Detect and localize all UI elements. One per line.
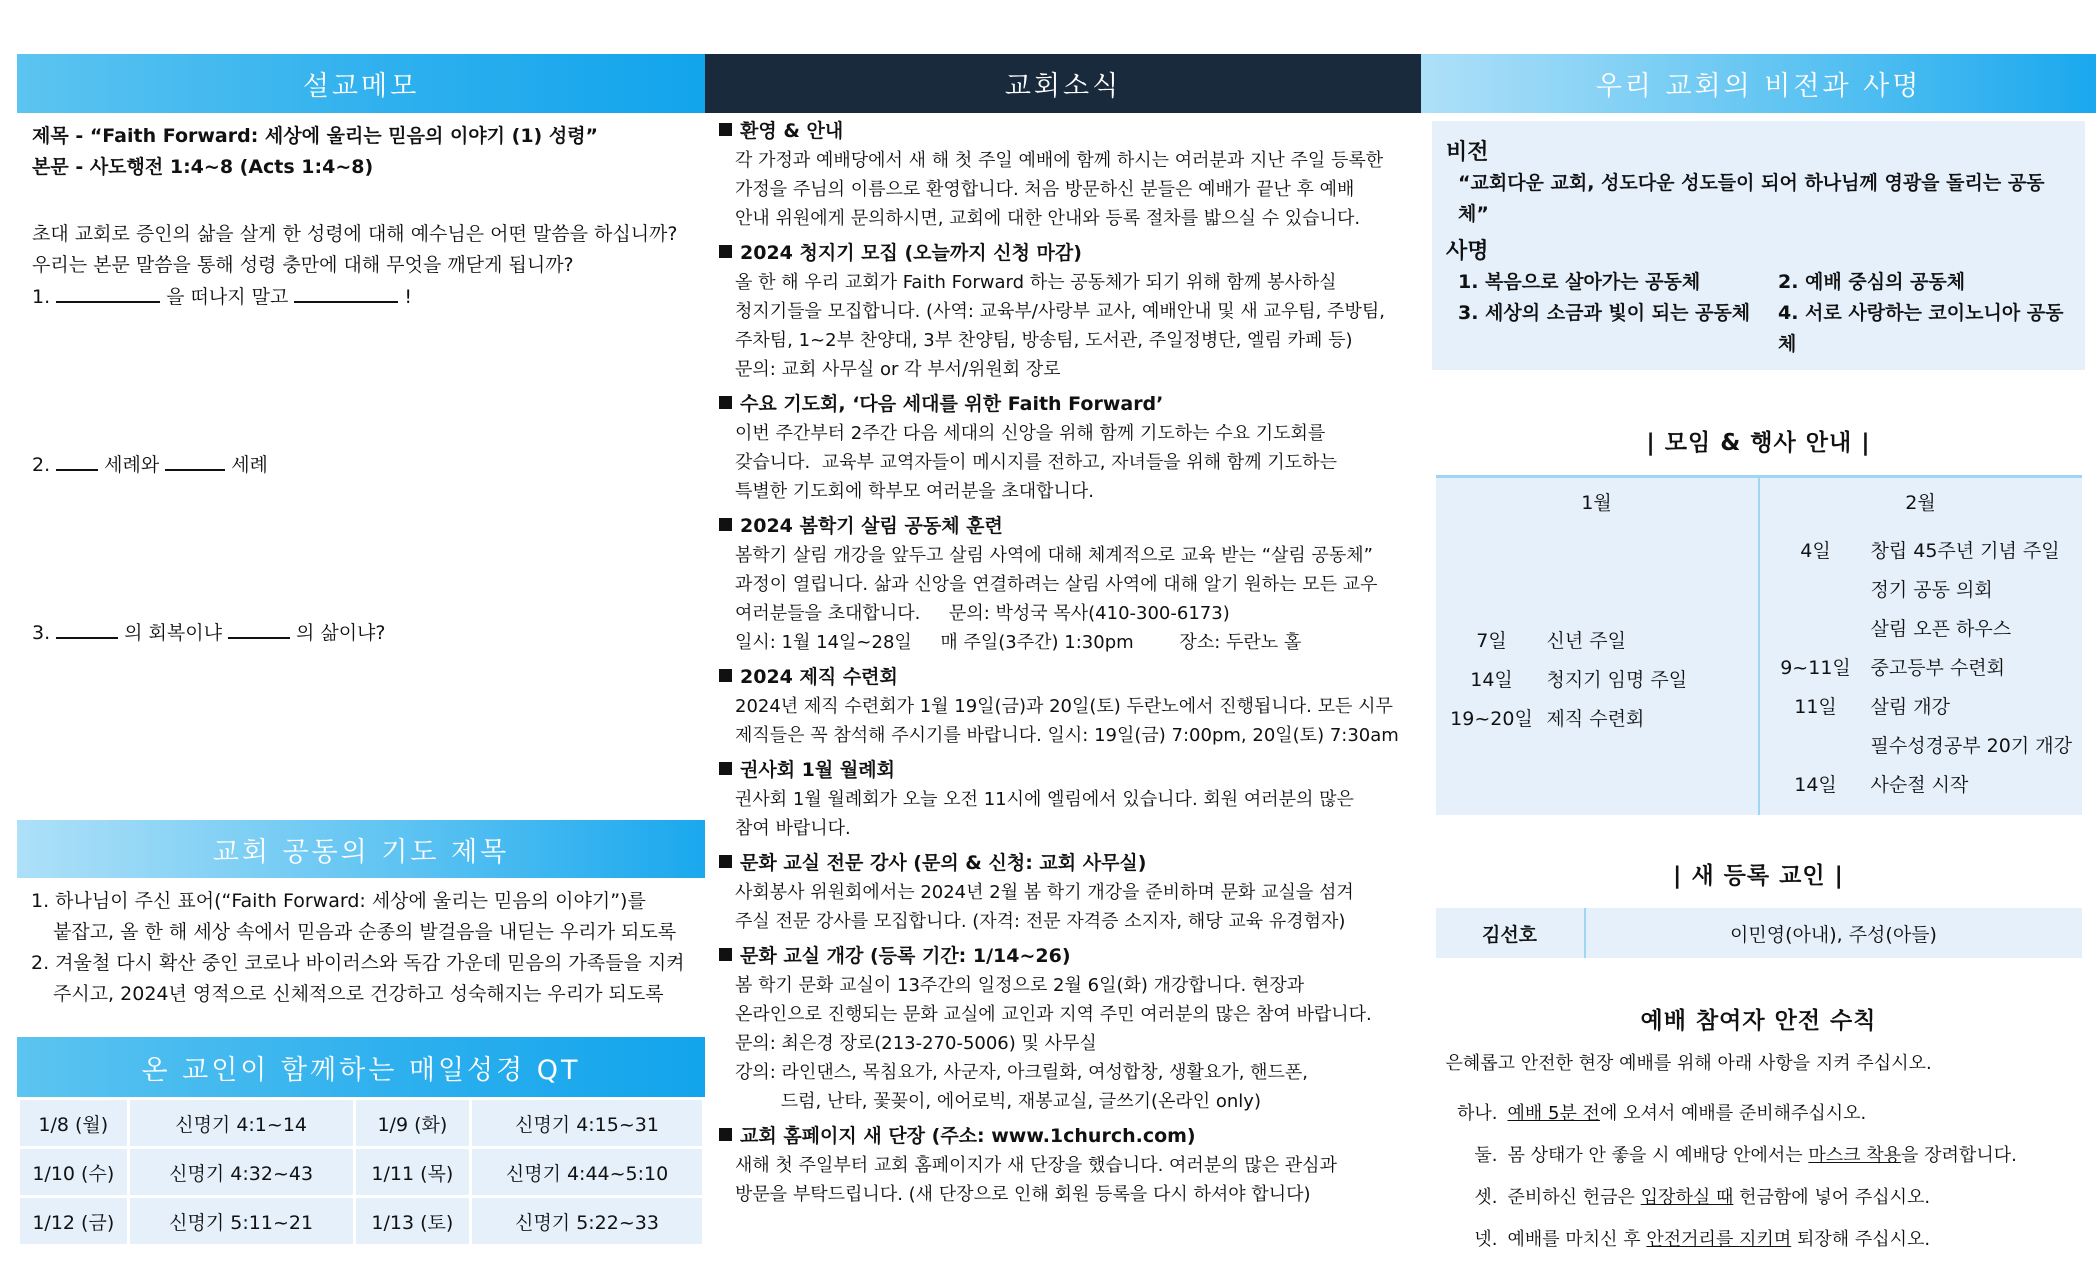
event-date: 14일 (1794, 774, 1837, 796)
news-item (719, 663, 1407, 750)
fill-in-item-3: 3. 의 회복이냐 의 삶이냐? (32, 617, 695, 649)
news-item (719, 117, 1407, 233)
event-name: 중고등부 수련회 (1870, 657, 2006, 679)
news-item-title: 교회 홈페이지 새 단장 (주소: www.1church.com) (719, 1122, 1407, 1151)
event-row (1761, 530, 2081, 569)
square-bullet-icon (719, 855, 732, 868)
news-item-line: 가정을 주님의 이름으로 환영합니다. 처음 방문하신 분들은 예배가 끝난 후 예배 (735, 179, 1355, 200)
info-column (1421, 54, 2096, 1261)
news-item-line: 안내 위원에게 문의하시면, 교회에 대한 안내와 등록 절차를 밟으실 수 있습니다. (735, 208, 1361, 229)
event-row (1761, 686, 2081, 725)
event-name: 살림 오픈 하우스 (1870, 618, 2012, 640)
news-item-title: 환영 & 안내 (719, 117, 1407, 146)
news-item (719, 1122, 1407, 1209)
news-item-line: 강의: 라인댄스, 목침요가, 사군자, 아크릴화, 여성합창, 생활요가, 핸드폰, (735, 1062, 1309, 1083)
news-item-line: 드럼, 난타, 꽃꽂이, 에어로빅, 재봉교실, 글쓰기(온라인 only) (735, 1091, 1261, 1112)
news-item-line: 문의: 최은경 장로(213-270-5006) 및 사무실 (735, 1033, 1097, 1054)
sermon-column (17, 54, 705, 649)
news-item-line: 주실 전문 강사를 모집합니다. (자격: 전문 자격증 소지자, 해당 교육 유경험자) (735, 911, 1346, 932)
event-date: 11일 (1794, 696, 1837, 718)
news-item-title: 권사회 1월 월례회 (719, 756, 1407, 785)
event-row (1437, 659, 1757, 698)
news-item-line: 사회봉사 위원회에서는 2024년 2월 봄 학기 개강을 준비하며 문화 교실을 섬겨 (735, 882, 1354, 903)
news-list (705, 113, 1421, 1209)
event-row (1437, 698, 1757, 737)
fill-in-item-1: 1. 을 떠나지 말고 ! (32, 281, 695, 313)
news-item-line: 제직들은 꼭 참석해 주시기를 바랍니다. 일시: 19일(금) 7:00pm, 20일(토) 7:30am (735, 725, 1399, 746)
news-item-line: 참여 바랍니다. (735, 818, 851, 839)
safety-item: 셋. 준비하신 헌금은 입장하실 때 헌금함에 넣어 주십시오. (1474, 1187, 1931, 1208)
sermon-notes (17, 113, 705, 649)
news-item-line: 과정이 열립니다. 삶과 신앙을 연결하려는 살림 사역에 대해 알기 원하는 모든 교우 (735, 574, 1378, 595)
event-name: 청지기 임명 주일 (1546, 669, 1688, 691)
square-bullet-icon (719, 518, 732, 531)
event-name: 필수성경공부 20기 개강 (1870, 735, 2072, 757)
news-item-line: 특별한 기도회에 학부모 여러분을 초대합니다. (735, 481, 1094, 502)
safety-item: 넷. 예배를 마치신 후 안전거리를 지키며 퇴장해 주십시오. (1474, 1229, 1931, 1250)
news-item-line: 여러분들을 초대합니다. 문의: 박성국 목사(410-300-6173) (735, 603, 1230, 624)
answer-blank (56, 281, 160, 303)
news-item-line: 각 가정과 예배당에서 새 해 첫 주일 예배에 함께 하시는 여러분과 지난 주일 등록한 (735, 150, 1384, 171)
news-item (719, 390, 1407, 506)
month-header: 1월 (1436, 477, 1759, 525)
safety-title: 예배 참여자 안전 수칙 (1640, 1008, 1877, 1034)
prayer-item: 1. 하나님이 주신 표어(“Faith Forward: 세상에 울리는 믿음의 이야기”)를 붙잡고, 올 한 해 세상 속에서 믿음과 순종의 발걸음을 내딛는 우리가 되도록 (31, 890, 677, 943)
square-bullet-icon (719, 123, 732, 136)
event-row (1761, 608, 2081, 647)
table-row: 1/12 (금) 신명기 5:11~21 1/13 (토) 신명기 5:22~33 (19, 1197, 704, 1246)
event-name: 신년 주일 (1546, 630, 1626, 652)
mission-item: 3. 세상의 소금과 빛이 되는 공동체 (1458, 302, 1751, 324)
answer-blank (228, 617, 290, 639)
feb-events (1759, 524, 2082, 815)
news-item-line: 주차팀, 1~2부 찬양대, 3부 찬양팀, 방송팀, 도서관, 주일정병단, 엘림 카페 등) (735, 330, 1353, 351)
event-name: 사순절 시작 (1870, 774, 1969, 796)
news-item (719, 512, 1407, 657)
events-title: | 모임 & 행사 안내 | (1646, 430, 1871, 456)
news-header: 교회소식 (705, 54, 1421, 113)
event-date: 19~20일 (1450, 708, 1533, 730)
prayer-list (17, 878, 705, 1018)
news-item-line: 갖습니다. 교육부 교역자들이 메시지를 전하고, 자녀들을 위해 함께 기도하는 (735, 452, 1337, 473)
news-item-title: 문화 교실 개강 (등록 기간: 1/14~26) (719, 942, 1407, 971)
news-item-line: 봄 학기 문화 교실이 13주간의 일정으로 2월 6일(화) 개강합니다. 현장과 (735, 975, 1305, 996)
event-date: 14일 (1470, 669, 1513, 691)
new-member-row (1436, 908, 2082, 958)
mission-item: 1. 복음으로 살아가는 공동체 (1458, 271, 1701, 293)
member-family: 이민영(아내), 주성(아들) (1730, 923, 1937, 946)
mission-label: 사명 (1446, 239, 1489, 264)
news-item-title: 2024 청지기 모집 (오늘까지 신청 마감) (719, 239, 1407, 268)
news-item-line: 온라인으로 진행되는 문화 교실에 교인과 지역 주민 여러분의 많은 참여 바랍니다. (735, 1004, 1372, 1025)
event-name: 창립 45주년 기념 주일 (1870, 540, 2060, 562)
event-name: 제직 수련회 (1546, 708, 1645, 730)
news-item (719, 849, 1407, 936)
answer-blank (56, 617, 118, 639)
safety-item: 하나. 예배 5분 전에 오셔서 예배를 준비해주십시오. (1457, 1103, 1867, 1124)
safety-item: 둘. 몸 상태가 안 좋을 시 예배당 안에서는 마스크 착용을 장려합니다. (1474, 1145, 2017, 1166)
sermon-scripture: 본문 - 사도행전 1:4~8 (Acts 1:4~8) (32, 156, 374, 178)
news-item-title: 문화 교실 전문 강사 (문의 & 신청: 교회 사무실) (719, 849, 1407, 878)
news-item-line: 올 한 해 우리 교회가 Faith Forward 하는 공동체가 되기 위해 함께 봉사하실 (735, 272, 1337, 293)
mission-item: 4. 서로 사랑하는 코이노니아 공동체 (1778, 302, 2064, 355)
news-item-title: 2024 봄학기 살림 공동체 훈련 (719, 512, 1407, 541)
sermon-title: 제목 - “Faith Forward: 세상에 울리는 믿음의 이야기 (1) 성령” (32, 125, 599, 147)
event-row (1437, 620, 1757, 659)
event-row (1761, 647, 2081, 686)
mission-list (1446, 267, 2071, 360)
answer-blank (56, 449, 98, 471)
news-item-line: 2024년 제직 수련회가 1월 19일(금)과 20일(토) 두란노에서 진행됩니다. 모든 시무 (735, 696, 1393, 717)
news-column (705, 54, 1421, 1215)
news-item-line: 권사회 1월 월례회가 오늘 오전 11시에 엘림에서 있습니다. 회원 여러분의 많은 (735, 789, 1354, 810)
qt-section (17, 1037, 705, 1247)
events-table (1436, 475, 2082, 815)
event-row (1761, 569, 2081, 608)
qt-header: 온 교인이 함께하는 매일성경 QT (17, 1037, 705, 1097)
news-item-title: 2024 제직 수련회 (719, 663, 1407, 692)
vision-panel (1432, 121, 2085, 370)
news-item-line: 봄학기 살림 개강을 앞두고 살림 사역에 대해 체계적으로 교육 받는 “살림 공동체” (735, 545, 1374, 566)
square-bullet-icon (719, 396, 732, 409)
news-item-line: 새해 첫 주일부터 교회 홈페이지가 새 단장을 했습니다. 여러분의 많은 관심과 (735, 1155, 1337, 1176)
vision-label: 비전 (1446, 140, 1489, 165)
news-item-line: 청지기들을 모집합니다. (사역: 교육부/사랑부 교사, 예배안내 및 새 교우팀, 주방팀, (735, 301, 1385, 322)
event-row (1761, 725, 2081, 764)
qt-table (17, 1097, 705, 1247)
square-bullet-icon (719, 245, 732, 258)
safety-list (1436, 1043, 2082, 1261)
prayer-section (17, 820, 705, 1018)
square-bullet-icon (719, 762, 732, 775)
square-bullet-icon (719, 1128, 732, 1141)
month-header: 2월 (1759, 477, 2082, 525)
sermon-question-1: 초대 교회로 증인의 삶을 살게 한 성령에 대해 예수님은 어떤 말씀을 하십니까? (32, 223, 678, 245)
event-name: 정기 공동 의회 (1870, 579, 1993, 601)
new-members-title: | 새 등록 교인 | (1673, 863, 1844, 889)
fill-in-item-2: 2. 세례와 세례 (32, 449, 695, 481)
news-item (719, 239, 1407, 384)
news-item-line: 방문을 부탁드립니다. (새 단장으로 인해 회원 등록을 다시 하셔야 합니다) (735, 1184, 1311, 1205)
event-date: 7일 (1476, 630, 1507, 652)
answer-blank (165, 449, 225, 471)
mission-item: 2. 예배 중심의 공동체 (1778, 271, 1966, 293)
news-item-title: 수요 기도회, ‘다음 세대를 위한 Faith Forward’ (719, 390, 1407, 419)
news-item-line: 이번 주간부터 2주간 다음 세대의 신앙을 위해 함께 기도하는 수요 기도회를 (735, 423, 1326, 444)
table-row: 1/10 (수) 신명기 4:32~43 1/11 (목) 신명기 4:44~5:10 (19, 1148, 704, 1197)
table-row: 1/8 (월) 신명기 4:1~14 1/9 (화) 신명기 4:15~31 (19, 1099, 704, 1148)
event-date: 4일 (1800, 540, 1831, 562)
news-item (719, 756, 1407, 843)
event-date: 9~11일 (1780, 657, 1851, 679)
square-bullet-icon (719, 669, 732, 682)
jan-events (1436, 524, 1759, 815)
event-row (1761, 764, 2081, 803)
event-name: 살림 개강 (1870, 696, 1950, 718)
square-bullet-icon (719, 948, 732, 961)
vision-text: “교회다운 교회, 성도다운 성도들이 되어 하나님께 영광을 돌리는 공동체” (1458, 172, 2045, 225)
prayer-header: 교회 공동의 기도 제목 (17, 820, 705, 878)
news-item-line: 문의: 교회 사무실 or 각 부서/위원회 장로 (735, 359, 1061, 380)
member-name: 김선호 (1436, 908, 1586, 958)
news-item (719, 942, 1407, 1116)
sermon-header: 설교메모 (17, 54, 705, 113)
answer-blank (294, 281, 398, 303)
prayer-item: 2. 겨울철 다시 확산 중인 코로나 바이러스와 독감 가운데 믿음의 가족들을 지켜 주시고, 2024년 영적으로 신체적으로 건강하고 성숙해지는 우리가 되도록 (31, 952, 685, 1005)
vision-header: 우리 교회의 비전과 사명 (1421, 54, 2096, 113)
news-item-line: 일시: 1월 14일~28일 매 주일(3주간) 1:30pm 장소: 두란노 홀 (735, 632, 1302, 653)
safety-intro: 은혜롭고 안전한 현장 예배를 위해 아래 사항을 지켜 주십시오. (1445, 1053, 1932, 1074)
sermon-question-2: 우리는 본문 말씀을 통해 성령 충만에 대해 무엇을 깨닫게 됩니까? (32, 254, 574, 276)
